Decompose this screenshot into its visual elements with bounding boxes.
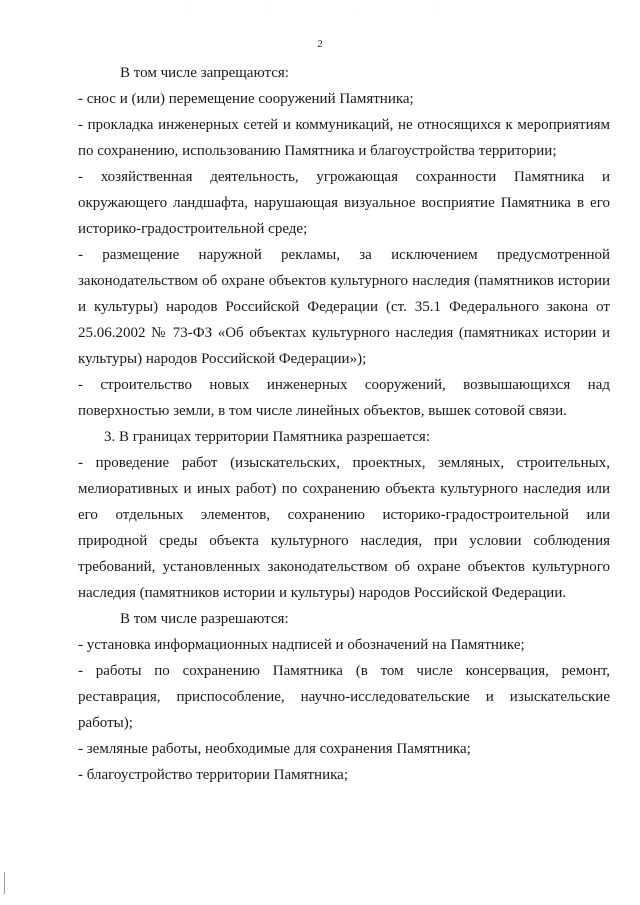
list-item-advertising: - размещение наружной рекламы, за исключением предусмотренной законодательством об охране объектов культурного наследия (памятников истории и культуры) народов Российской Федерации (ст. 35.1 Федерального закона от 25.06.2002 № 73-ФЗ «Об объектах культурного наследия (памятниках истории и культуры) народов Российской Федерации»); [78,247,610,367]
list-item-preservation: - работы по сохранению Памятника (в том числе консервация, ремонт, реставрация, приспособление, научно-исследовательские и изыскательские работы); [78,663,610,731]
page-number: 2 [317,38,323,50]
section-3-heading: 3. В границах территории Памятника разрешается: [104,429,430,445]
scan-artifact: · · · · [185,6,478,12]
list-item-signs: - установка информационных надписей и обозначений на Памятнике; [78,637,525,653]
list-item-earthworks: - земляные работы, необходимые для сохранения Памятника; [78,741,471,757]
list-item-utilities: - прокладка инженерных сетей и коммуникаций, не относящихся к мероприятиям по сохранению, использованию Памятника и благоустройства территории; [78,117,610,159]
list-item-demolition: - снос и (или) перемещение сооружений Памятника; [78,91,414,107]
paragraph-permitted-heading: В том числе разрешаются: [120,611,289,627]
document-body [78,60,610,788]
scan-edge-mark [4,872,5,894]
list-item-landscaping: - благоустройство территории Памятника; [78,767,348,783]
list-item-economic-activity: - хозяйственная деятельность, угрожающая сохранности Памятника и окружающего ландшафта, нарушающая визуальное восприятие Памятника в его историко-градостроительной среде; [78,169,610,237]
list-item-construction: - строительство новых инженерных сооружений, возвышающихся над поверхностью земли, в том числе линейных объектов, вышек сотовой связи. [78,377,610,419]
list-item-works: - проведение работ (изыскательских, проектных, земляных, строительных, мелиоративных и иных работ) по сохранению объекта культурного наследия или его отдельных элементов, сохранению историко-градостроительной или природной среды объекта культурного наследия, при условии соблюдения требований, установленных законодательством об охране объектов культурного наследия (памятников истории и культуры) народов Российской Федерации. [78,455,610,601]
paragraph-prohibited-heading: В том числе запрещаются: [120,65,289,81]
